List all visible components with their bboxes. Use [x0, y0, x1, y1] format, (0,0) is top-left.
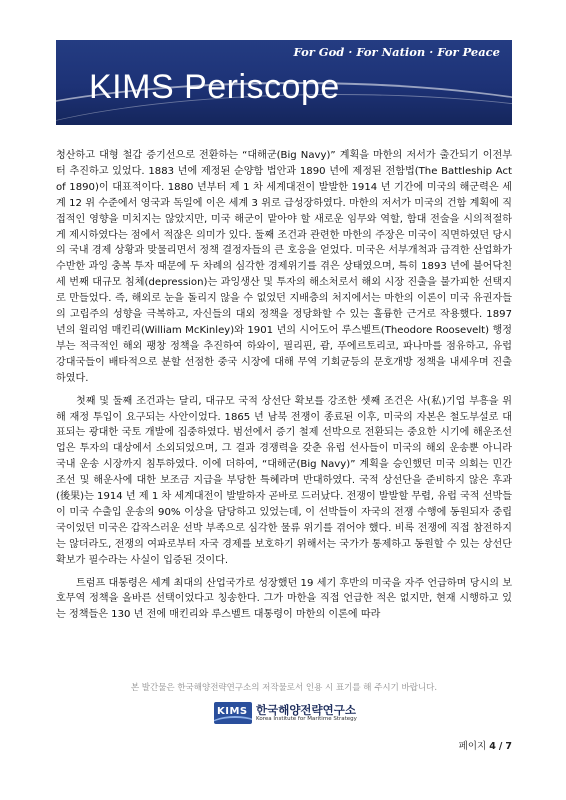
banner-slogan: For God · For Nation · For Peace [293, 45, 500, 59]
kims-logo [214, 702, 384, 724]
page-number [459, 738, 512, 752]
page-current: 4 [489, 741, 496, 752]
kims-logo-icon [214, 702, 252, 724]
logo-english-name: Korea Institute for Maritime Strategy [256, 716, 357, 722]
page-total: 7 [505, 741, 512, 752]
logo-swoosh [214, 716, 252, 724]
paragraph: 청산하고 대형 철갑 증기선으로 전환하는 “대해군(Big Navy)” 계획을 마한의 저서가 출간되기 이전부터 추진하고 있었다. 1883 년에 제정된 순양함 법안과 1890 년에 제정된 전함법(The Battleship Act of 1890)이 대표적이다. 1880 년부터 제 1 차 세계대전이 발발한 1914 년 기간에 미국의 해군력은 세계 12 위 수준에서 영국과 독일에 이은 세계 3 위로 급성장하였다. 마한의 저서가 미국의 건함 계획에 직접적인 영향을 미치지는 않았지만, 미국 해군이 맡아야 할 새로운 임무와 역할, 함대 전술을 시의적절하게 제시하였다는 점에서 적잖은 의미가 있다. 둘째 조건과 관련한 마한의 주장은 미국이 직면하였던 당시의 국내 경제 상황과 맞물리면서 정책 결정자들의 큰 호응을 얻었다. 미국은 서부개척과 급격한 산업화가 수반한 과잉 충복 투자 때문에 두 차례의 심각한 경제위기를 겪은 상태였으며, 특히 1893 년에 불어닥친 세 번째 대규모 침체(depression)는 과잉생산 및 투자의 해소처로서 해외 시장 진출을 불가피한 선택지로 만들었다. 즉, 해외로 눈을 돌리지 않을 수 없었던 지배층의 처지에서는 마한의 이론이 미국 유권자들의 고립주의 성향을 극복하고, 자신들의 대외 정책을 정당화할 수 있는 훌륭한 근거로 작용했다. 1897 년의 윌리엄 매킨리(William McKinley)와 1901 년의 시어도어 루스벨트(Theodore Roosevelt) 행정부는 적극적인 해외 팽창 정책을 추진하여 하와이, 필리핀, 괌, 푸에르토리코, 파나마를 점유하고, 유럽 강대국들이 배타적으로 분할 선점한 중국 시장에 대해 무역 기회균등의 문호개방 정책을 내세우며 진출하였다. [56, 150, 512, 384]
header-banner [56, 40, 512, 125]
article-body [56, 148, 512, 630]
banner-title: KIMS Periscope [89, 68, 340, 106]
copyright-note: 본 발간물은 한국해양전략연구소의 저작물로서 인용 시 표기를 해 주시기 바랍니다. [130, 683, 438, 693]
paragraph: 트럼프 대통령은 세계 최대의 산업국가로 성장했던 19 세기 후반의 미국을 자주 언급하며 당시의 보호무역 정책을 올바른 선택이었다고 칭송한다. 그가 마한을 직접 언급한 적은 없지만, 현재 시행하고 있는 정책들은 130 년 전에 매킨리와 루스벨트 대통령이 마한의 이론에 따라 [56, 577, 512, 621]
logo-korean-name: 한국해양전략연구소 [256, 703, 356, 717]
paragraph: 첫째 및 둘째 조건과는 달리, 대규모 국적 상선단 확보를 강조한 셋째 조건은 사(私)기업 부흥을 위해 재정 투입이 요구되는 사안이었다. 1865 년 남북 전쟁이 종료된 이후, 미국의 자본은 철도부설로 대표되는 광대한 국토 개발에 집중하였다. 범선에서 증기 철제 선박으로 전환되는 중요한 시기에 해운조선업은 투자의 대상에서 소외되었으며, 그 결과 경쟁력을 갖춘 유럽 선사들이 미국의 해외 운송뿐 아니라 국내 운송 시장까지 침투하였다. 이에 더하여, “대해군(Big Navy)” 계획을 승인했던 미국 의회는 민간 조선 및 해운사에 대한 보조금 지급을 부당한 특혜라며 반대하였다. 국적 상선단을 준비하지 않은 후과(後果)는 1914 년 제 1 차 세계대전이 발발하자 곧바로 드러났다. 전쟁이 발발할 무렵, 유럽 국적 선박들이 미국 수출입 운송의 90% 이상을 담당하고 있었는데, 이 선박들이 자국의 전쟁 수행에 동원되자 중립국이었던 미국은 갑작스러운 선박 부족으로 심각한 물류 위기를 겪어야 했다. 비록 전쟁에 직접 참전하지는 않더라도, 전쟁의 여파로부터 자국 경제를 보호하기 위해서는 국가가 통제하고 동원할 수 있는 상선단 확보가 필수라는 사실이 입증된 것이다. [56, 395, 512, 566]
page-label: 페이지 [458, 741, 487, 752]
page-separator: / [498, 741, 503, 752]
logo-mark-text: KIMS [217, 706, 248, 717]
